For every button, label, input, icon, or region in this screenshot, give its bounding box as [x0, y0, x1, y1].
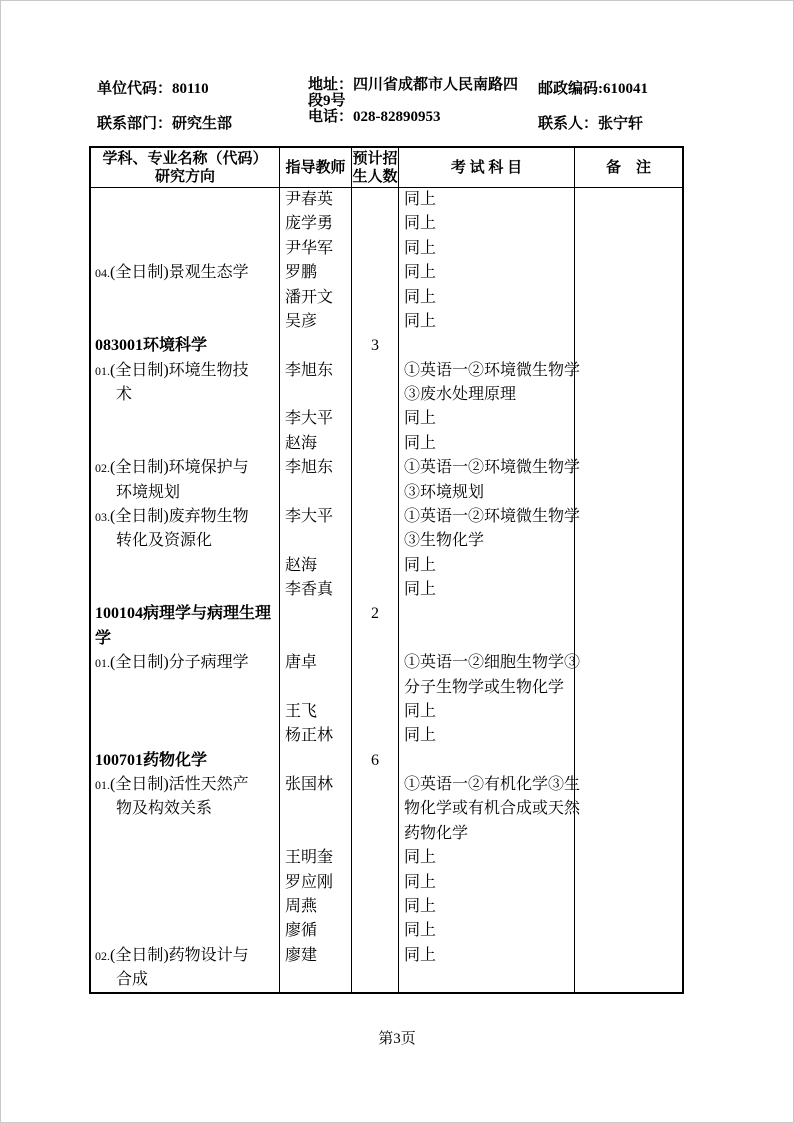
- table-line: [91, 797, 682, 821]
- table-line: [91, 822, 682, 846]
- exam-subjects-cell: ①英语一②有机化学③生: [398, 773, 574, 797]
- exam-subjects-cell: [398, 749, 574, 773]
- supervisor-cell: [279, 529, 351, 553]
- program-number: 03.: [95, 509, 110, 524]
- address-line1: 地址：四川省成都市人民南路四: [308, 77, 519, 93]
- supervisor-cell: 李香真: [279, 578, 351, 602]
- exam-subjects-cell: ①英语一②环境微生物学: [398, 456, 574, 480]
- discipline-cell: 合成: [116, 971, 149, 988]
- table-line: [91, 456, 682, 480]
- exam-subjects-cell: 药物化学: [398, 822, 574, 846]
- remarks-cell: [574, 578, 682, 602]
- table-line: [91, 432, 682, 456]
- remarks-cell: [574, 895, 682, 919]
- remarks-cell: [574, 554, 682, 578]
- remarks-cell: [574, 188, 682, 212]
- discipline-cell: 02.(全日制)环境保护与: [95, 459, 249, 477]
- enrollment-count-cell: [351, 968, 398, 992]
- table-line: [91, 261, 682, 285]
- discipline-cell: [91, 919, 279, 943]
- supervisor-cell: 庞学勇: [279, 212, 351, 236]
- remarks-cell: [574, 237, 682, 261]
- remarks-cell: [574, 286, 682, 310]
- table-line: [91, 602, 682, 626]
- enrollment-count-cell: [351, 724, 398, 748]
- supervisor-cell: 李旭东: [279, 359, 351, 383]
- admissions-table: [89, 146, 684, 994]
- enrollment-count-cell: [351, 871, 398, 895]
- remarks-cell: [574, 700, 682, 724]
- exam-subjects-cell: 同上: [398, 237, 574, 261]
- table-line: [91, 481, 682, 505]
- remarks-cell: [574, 334, 682, 358]
- remarks-cell: [574, 749, 682, 773]
- exam-subjects-cell: ③废水处理原理: [398, 383, 574, 407]
- enrollment-count-cell: [351, 700, 398, 724]
- discipline-cell: [91, 237, 279, 261]
- remarks-cell: [574, 627, 682, 651]
- exam-subjects-cell: [398, 602, 574, 626]
- discipline-cell: [91, 895, 279, 919]
- contact-dept: 联系部门：研究生部: [97, 116, 233, 132]
- remarks-cell: [574, 944, 682, 968]
- exam-subjects-cell: 同上: [398, 846, 574, 870]
- enrollment-count-cell: [351, 432, 398, 456]
- exam-subjects-cell: 同上: [398, 310, 574, 334]
- table-line: [91, 407, 682, 431]
- remarks-cell: [574, 432, 682, 456]
- remarks-cell: [574, 456, 682, 480]
- enrollment-count-cell: [351, 554, 398, 578]
- program-number: 01.: [95, 363, 110, 378]
- col-header-discipline: 学科、专业名称（代码） 研究方向: [102, 150, 268, 185]
- discipline-cell: [91, 286, 279, 310]
- discipline-cell: [91, 432, 279, 456]
- supervisor-cell: 李旭东: [279, 456, 351, 480]
- remarks-cell: [574, 968, 682, 992]
- exam-subjects-cell: 同上: [398, 700, 574, 724]
- exam-subjects-cell: 同上: [398, 407, 574, 431]
- exam-subjects-cell: [398, 627, 574, 651]
- discipline-cell: [91, 578, 279, 602]
- phone: 电话：028-82890953: [308, 109, 441, 125]
- exam-subjects-cell: 同上: [398, 286, 574, 310]
- remarks-cell: [574, 919, 682, 943]
- supervisor-cell: [279, 334, 351, 358]
- enrollment-count-cell: [351, 895, 398, 919]
- discipline-cell: 学: [95, 629, 112, 647]
- enrollment-count-cell: 6: [351, 749, 398, 773]
- exam-subjects-cell: 物化学或有机合成或天然: [398, 797, 574, 821]
- exam-subjects-cell: 同上: [398, 944, 574, 968]
- enrollment-count-cell: [351, 383, 398, 407]
- supervisor-cell: 李大平: [279, 407, 351, 431]
- supervisor-cell: [279, 602, 351, 626]
- remarks-cell: [574, 846, 682, 870]
- info-block-right: [538, 77, 648, 133]
- discipline-cell: [91, 188, 279, 212]
- remarks-cell: [574, 724, 682, 748]
- address-line2: 段9号: [308, 93, 346, 109]
- exam-subjects-cell: ①英语一②环境微生物学: [398, 505, 574, 529]
- enrollment-count-cell: [351, 359, 398, 383]
- postcode: 邮政编码:610041: [538, 81, 648, 97]
- exam-subjects-cell: 分子生物学或生物化学: [398, 676, 574, 700]
- info-block-left: [97, 77, 232, 133]
- enrollment-count-cell: [351, 676, 398, 700]
- remarks-cell: [574, 407, 682, 431]
- enrollment-count-cell: [351, 651, 398, 675]
- table-line: [91, 895, 682, 919]
- discipline-cell: [91, 700, 279, 724]
- exam-subjects-cell: ③环境规划: [398, 481, 574, 505]
- remarks-cell: [574, 797, 682, 821]
- discipline-cell: [91, 846, 279, 870]
- discipline-cell: 100701药物化学: [95, 751, 208, 769]
- table-line: [91, 968, 682, 992]
- exam-subjects-cell: 同上: [398, 871, 574, 895]
- table-line: [91, 724, 682, 748]
- supervisor-cell: 罗应刚: [279, 871, 351, 895]
- remarks-cell: [574, 505, 682, 529]
- remarks-cell: [574, 529, 682, 553]
- discipline-cell: 01.(全日制)活性天然产: [95, 776, 249, 793]
- table-body: [91, 188, 682, 992]
- col-header-remarks: 备 注: [574, 148, 682, 187]
- exam-subjects-cell: 同上: [398, 261, 574, 285]
- exam-subjects-cell: [398, 334, 574, 358]
- enrollment-count-cell: [351, 188, 398, 212]
- table-line: [91, 871, 682, 895]
- program-number: 04.: [95, 266, 110, 281]
- enrollment-count-cell: [351, 212, 398, 236]
- remarks-cell: [574, 676, 682, 700]
- exam-subjects-cell: ①英语一②环境微生物学: [398, 359, 574, 383]
- enrollment-count-cell: [351, 481, 398, 505]
- discipline-cell: 04.(全日制)景观生态学: [95, 264, 249, 282]
- discipline-cell: [91, 822, 279, 846]
- enrollment-count-cell: [351, 505, 398, 529]
- enrollment-count-cell: [351, 456, 398, 480]
- supervisor-cell: 尹春英: [279, 188, 351, 212]
- program-number: 01.: [95, 778, 110, 792]
- table-line: [91, 237, 682, 261]
- exam-subjects-cell: 同上: [398, 919, 574, 943]
- enrollment-count-cell: [351, 822, 398, 846]
- table-line: [91, 700, 682, 724]
- program-number: 02.: [95, 461, 110, 476]
- supervisor-cell: [279, 968, 351, 992]
- supervisor-cell: [279, 749, 351, 773]
- table-line: [91, 505, 682, 529]
- enrollment-count-cell: [351, 578, 398, 602]
- discipline-cell: 100104病理学与病理生理: [95, 605, 272, 623]
- table-header-row: [91, 148, 682, 188]
- exam-subjects-cell: ③生物化学: [398, 529, 574, 553]
- remarks-cell: [574, 822, 682, 846]
- table-line: [91, 529, 682, 553]
- table-line: [91, 310, 682, 334]
- discipline-cell: 环境规划: [116, 483, 181, 501]
- supervisor-cell: [279, 627, 351, 651]
- table-line: [91, 188, 682, 212]
- supervisor-cell: 张国林: [279, 773, 351, 797]
- page-number: 第3页: [378, 1031, 416, 1047]
- enrollment-count-cell: [351, 261, 398, 285]
- table-line: [91, 676, 682, 700]
- enrollment-count-cell: [351, 627, 398, 651]
- remarks-cell: [574, 871, 682, 895]
- supervisor-cell: [279, 676, 351, 700]
- table-line: [91, 359, 682, 383]
- table-line: [91, 578, 682, 602]
- remarks-cell: [574, 383, 682, 407]
- discipline-cell: 03.(全日制)废弃物生物: [95, 507, 249, 525]
- table-line: [91, 651, 682, 675]
- enrollment-count-cell: [351, 529, 398, 553]
- discipline-cell: 01.(全日制)分子病理学: [95, 654, 249, 672]
- table-line: [91, 749, 682, 773]
- supervisor-cell: 杨正林: [279, 724, 351, 748]
- program-number: 01.: [95, 656, 110, 671]
- discipline-cell: [91, 676, 279, 700]
- enrollment-count-cell: [351, 310, 398, 334]
- enrollment-count-cell: [351, 919, 398, 943]
- table-line: [91, 627, 682, 651]
- remarks-cell: [574, 310, 682, 334]
- exam-subjects-cell: 同上: [398, 212, 574, 236]
- discipline-cell: 01.(全日制)环境生物技: [95, 361, 249, 379]
- unit-code: 单位代码：80110: [97, 81, 209, 97]
- supervisor-cell: [279, 797, 351, 821]
- remarks-cell: [574, 261, 682, 285]
- remarks-cell: [574, 602, 682, 626]
- discipline-cell: [91, 407, 279, 431]
- discipline-cell: 术: [116, 386, 133, 403]
- supervisor-cell: 唐卓: [279, 651, 351, 675]
- supervisor-cell: 赵海: [279, 554, 351, 578]
- col-header-planned-enrollment: 预计招 生人数: [351, 148, 398, 187]
- supervisor-cell: 周燕: [279, 895, 351, 919]
- enrollment-count-cell: 3: [351, 334, 398, 358]
- enrollment-count-cell: [351, 237, 398, 261]
- exam-subjects-cell: 同上: [398, 432, 574, 456]
- enrollment-count-cell: [351, 944, 398, 968]
- exam-subjects-cell: 同上: [398, 554, 574, 578]
- program-number: 02.: [95, 948, 110, 963]
- remarks-cell: [574, 773, 682, 797]
- table-line: [91, 773, 682, 797]
- supervisor-cell: 吴彦: [279, 310, 351, 334]
- supervisor-cell: [279, 822, 351, 846]
- supervisor-cell: 赵海: [279, 432, 351, 456]
- table-line: [91, 383, 682, 407]
- table-line: [91, 286, 682, 310]
- remarks-cell: [574, 359, 682, 383]
- discipline-cell: 083001环境科学: [95, 337, 208, 355]
- discipline-cell: 02.(全日制)药物设计与: [95, 946, 249, 964]
- discipline-cell: 转化及资源化: [116, 532, 213, 550]
- remarks-cell: [574, 481, 682, 505]
- remarks-cell: [574, 212, 682, 236]
- supervisor-cell: [279, 481, 351, 505]
- supervisor-cell: [279, 383, 351, 407]
- enrollment-count-cell: [351, 286, 398, 310]
- enrollment-count-cell: 2: [351, 602, 398, 626]
- exam-subjects-cell: 同上: [398, 578, 574, 602]
- supervisor-cell: 潘开文: [279, 286, 351, 310]
- contact-person: 联系人：张宁轩: [538, 116, 644, 132]
- col-header-exam-subjects: 考 试 科 目: [398, 148, 574, 187]
- enrollment-count-cell: [351, 797, 398, 821]
- table-line: [91, 554, 682, 578]
- enrollment-count-cell: [351, 407, 398, 431]
- supervisor-cell: 罗鹏: [279, 261, 351, 285]
- table-line: [91, 944, 682, 968]
- discipline-cell: 物及构效关系: [116, 800, 213, 818]
- supervisor-cell: 王飞: [279, 700, 351, 724]
- table-line: [91, 919, 682, 943]
- enrollment-count-cell: [351, 846, 398, 870]
- remarks-cell: [574, 651, 682, 675]
- supervisor-cell: 尹华军: [279, 237, 351, 261]
- exam-subjects-cell: ①英语一②细胞生物学③: [398, 651, 574, 675]
- col-header-supervisor: 指导教师: [279, 148, 351, 187]
- supervisor-cell: 廖建: [279, 944, 351, 968]
- discipline-cell: [91, 724, 279, 748]
- table-line: [91, 212, 682, 236]
- exam-subjects-cell: 同上: [398, 188, 574, 212]
- exam-subjects-cell: 同上: [398, 724, 574, 748]
- enrollment-count-cell: [351, 773, 398, 797]
- exam-subjects-cell: 同上: [398, 895, 574, 919]
- discipline-cell: [91, 554, 279, 578]
- discipline-cell: [91, 310, 279, 334]
- supervisor-cell: 王明奎: [279, 846, 351, 870]
- discipline-cell: [91, 871, 279, 895]
- info-block-middle: [308, 77, 518, 125]
- supervisor-cell: 李大平: [279, 505, 351, 529]
- exam-subjects-cell: [398, 968, 574, 992]
- table-line: [91, 846, 682, 870]
- supervisor-cell: 廖循: [279, 919, 351, 943]
- table-line: [91, 334, 682, 358]
- discipline-cell: [91, 212, 279, 236]
